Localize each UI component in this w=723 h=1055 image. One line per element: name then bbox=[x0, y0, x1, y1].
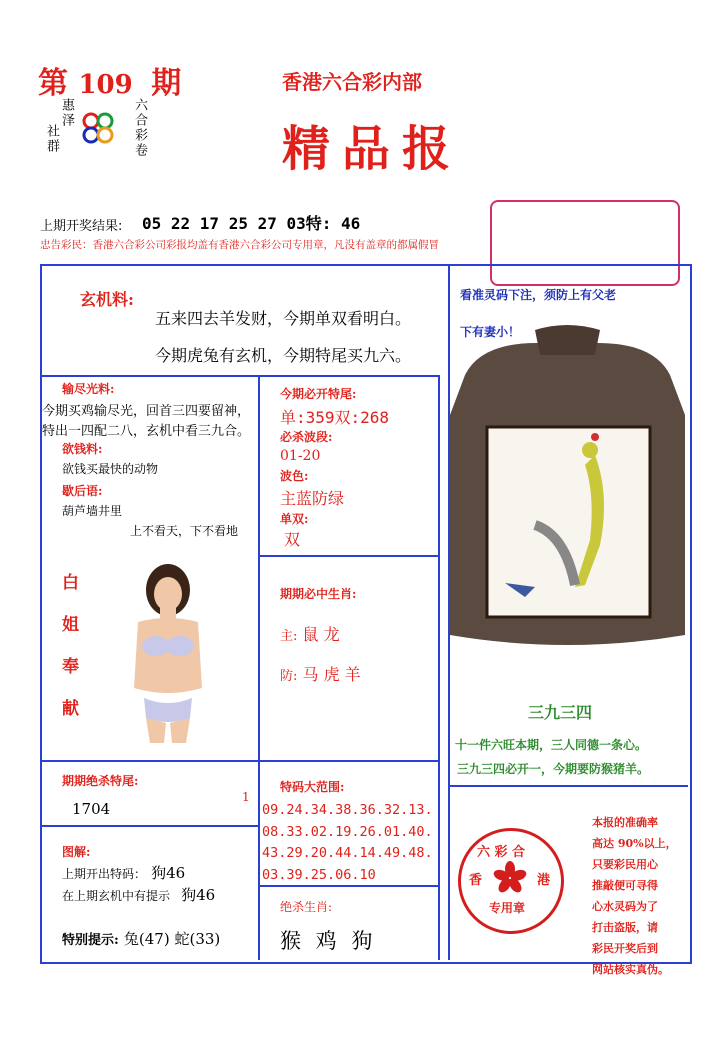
right-poem1: 十一件六旺本期，三人同德一条心。 bbox=[455, 738, 648, 752]
hint-value: 兔(47) 蛇(33) bbox=[123, 930, 221, 948]
fanwei-row4: 03.39.25.06.10 bbox=[262, 866, 376, 883]
tujie-line1-label: 上期开出特码： bbox=[62, 867, 147, 881]
jueshawei-title: 期期绝杀特尾: bbox=[62, 774, 139, 788]
shengxiao-title: 期期必中生肖: bbox=[280, 587, 357, 601]
yuqian-text: 欲钱买最快的动物 bbox=[62, 462, 159, 476]
lottery-logo-icon bbox=[78, 108, 118, 148]
girl-caption bbox=[62, 562, 79, 730]
ad-line5: 心水灵码为了 bbox=[592, 900, 658, 913]
caption-char-3: 奉 bbox=[62, 657, 79, 677]
xuanji-line1: 五来四去羊发财，今期单双看明白。 bbox=[155, 309, 412, 328]
hint-label: 特别提示: bbox=[62, 933, 119, 948]
official-stamp bbox=[458, 828, 564, 934]
right-vertical-1: 六合 bbox=[132, 98, 147, 128]
bauhinia-icon bbox=[493, 861, 527, 895]
right-code: 三九三四 bbox=[528, 703, 593, 722]
results-notice: 忠告彩民：香港六合彩公司彩报均盖有香港六合彩公司专用章，凡没有盖章的都属假冒 bbox=[40, 239, 439, 251]
fang-label: 防: bbox=[280, 669, 298, 684]
jueshawei-value: 1704 bbox=[72, 800, 111, 818]
stamp-right: 港 bbox=[537, 873, 551, 888]
fanwei-title: 特码大范围: bbox=[280, 780, 345, 794]
hline-4 bbox=[40, 825, 260, 827]
stamp-bottom: 专用章 bbox=[489, 901, 526, 915]
fanwei-row1: 09.24.34.38.36.32.13. bbox=[262, 802, 433, 818]
yuqian-title: 欲钱料: bbox=[62, 442, 103, 456]
main-label: 主: bbox=[280, 629, 298, 644]
jueshasheng-title: 绝杀生肖: bbox=[280, 900, 333, 914]
model-photo bbox=[120, 558, 212, 743]
xuanji-line2: 今期虎兔有玄机，今期特尾买九六。 bbox=[155, 346, 412, 365]
shuwei-line2: 特出一四配二八，玄机中看三九合。 bbox=[42, 424, 251, 439]
xiehouyu-title: 歇后语: bbox=[62, 484, 103, 498]
page-title: 精品报 bbox=[282, 121, 463, 177]
jueshawei-mark: 1 bbox=[242, 790, 250, 804]
results-numbers: 05 22 17 25 27 03特: 46 bbox=[142, 214, 361, 233]
ad-line6: 打击盗版，请 bbox=[592, 921, 658, 934]
tujie-hint bbox=[62, 928, 220, 949]
shengxiao-fang bbox=[280, 662, 361, 685]
fanwei-numbers bbox=[262, 800, 433, 886]
divider-left bbox=[258, 375, 260, 960]
danshuang-title: 单双: bbox=[280, 512, 309, 526]
ornate-frame-picture bbox=[445, 325, 690, 655]
results-label: 上期开奖结果: bbox=[40, 219, 123, 234]
fanwei-row2: 08.33.02.19.26.01.40. bbox=[262, 823, 433, 840]
danshuang-value: 双 bbox=[284, 530, 301, 549]
shuwei-line1: 今期买鸡输尽光，回首三四要留神， bbox=[42, 404, 251, 419]
tujie-line1 bbox=[62, 862, 185, 883]
right-line2: 下有妻小！ bbox=[460, 325, 521, 339]
bose-title: 波色: bbox=[280, 469, 309, 483]
main-value: 鼠 龙 bbox=[302, 625, 340, 644]
xuanji-title: 玄机料: bbox=[80, 290, 134, 309]
xiehouyu-text: 葫芦墙井里 bbox=[62, 504, 123, 518]
bosuo-title: 必杀波段: bbox=[280, 430, 333, 444]
issue-suffix: 期 bbox=[151, 66, 182, 101]
bosuo-value: 01-20 bbox=[280, 448, 321, 464]
caption-char-2: 姐 bbox=[62, 615, 79, 635]
right-poem2: 三九三四必开一，今期要防猴猪羊。 bbox=[457, 762, 650, 776]
caption-char-1: 白 bbox=[62, 573, 79, 593]
stamp-left: 香 bbox=[469, 873, 483, 888]
ad-line1: 本报的准确率 bbox=[592, 816, 658, 829]
tema-danshuang: 单:359双:268 bbox=[280, 408, 390, 427]
issue-prefix: 第 bbox=[38, 66, 68, 101]
jueshasheng-value: 猴 鸡 狗 bbox=[280, 929, 377, 953]
issue-heading bbox=[38, 58, 181, 102]
left-vertical-2: 社群 bbox=[44, 124, 59, 154]
right-line1: 看准灵码下注，须防上有父老 bbox=[460, 288, 617, 302]
right-vertical-2: 彩卷 bbox=[132, 128, 147, 158]
ad-line3: 只要彩民用心 bbox=[592, 858, 658, 871]
hline-right bbox=[448, 785, 688, 787]
left-vertical-1: 惠泽 bbox=[59, 98, 74, 128]
shengxiao-main bbox=[280, 622, 340, 645]
fang-value: 马 虎 羊 bbox=[302, 665, 361, 684]
ad-line8: 网站核实真伪。 bbox=[592, 963, 669, 976]
tujie-title: 图解: bbox=[62, 845, 91, 859]
shuwei-title: 输尽光料: bbox=[62, 382, 115, 396]
tujie-line2 bbox=[62, 884, 215, 905]
bose-value: 主蓝防绿 bbox=[280, 489, 345, 508]
stamp-top: 六 彩 合 bbox=[477, 845, 526, 860]
tujie-line2-value: 狗46 bbox=[181, 886, 216, 904]
tujie-line1-value: 狗46 bbox=[151, 864, 186, 882]
ad-line2: 高达 90%以上， bbox=[592, 837, 677, 850]
divider-mid bbox=[438, 375, 440, 960]
hline-1 bbox=[40, 375, 440, 377]
ad-line4: 推敲便可寻得 bbox=[592, 879, 658, 892]
ad-block bbox=[592, 812, 677, 980]
tema-title: 今期必开特尾: bbox=[280, 387, 357, 401]
ad-line7: 彩民开奖后到 bbox=[592, 942, 658, 955]
caption-char-4: 献 bbox=[62, 699, 79, 719]
issue-number: 109 bbox=[78, 70, 133, 100]
subtitle: 香港六合彩内部 bbox=[282, 70, 422, 94]
fanwei-row3: 43.29.20.44.14.49.48. bbox=[262, 845, 433, 861]
hline-2 bbox=[258, 555, 440, 557]
xiehouyu-answer: 上不看天，下不看地 bbox=[130, 524, 239, 538]
hline-3 bbox=[40, 760, 440, 762]
tujie-line2-label: 在上期玄机中有提示 bbox=[62, 889, 171, 903]
